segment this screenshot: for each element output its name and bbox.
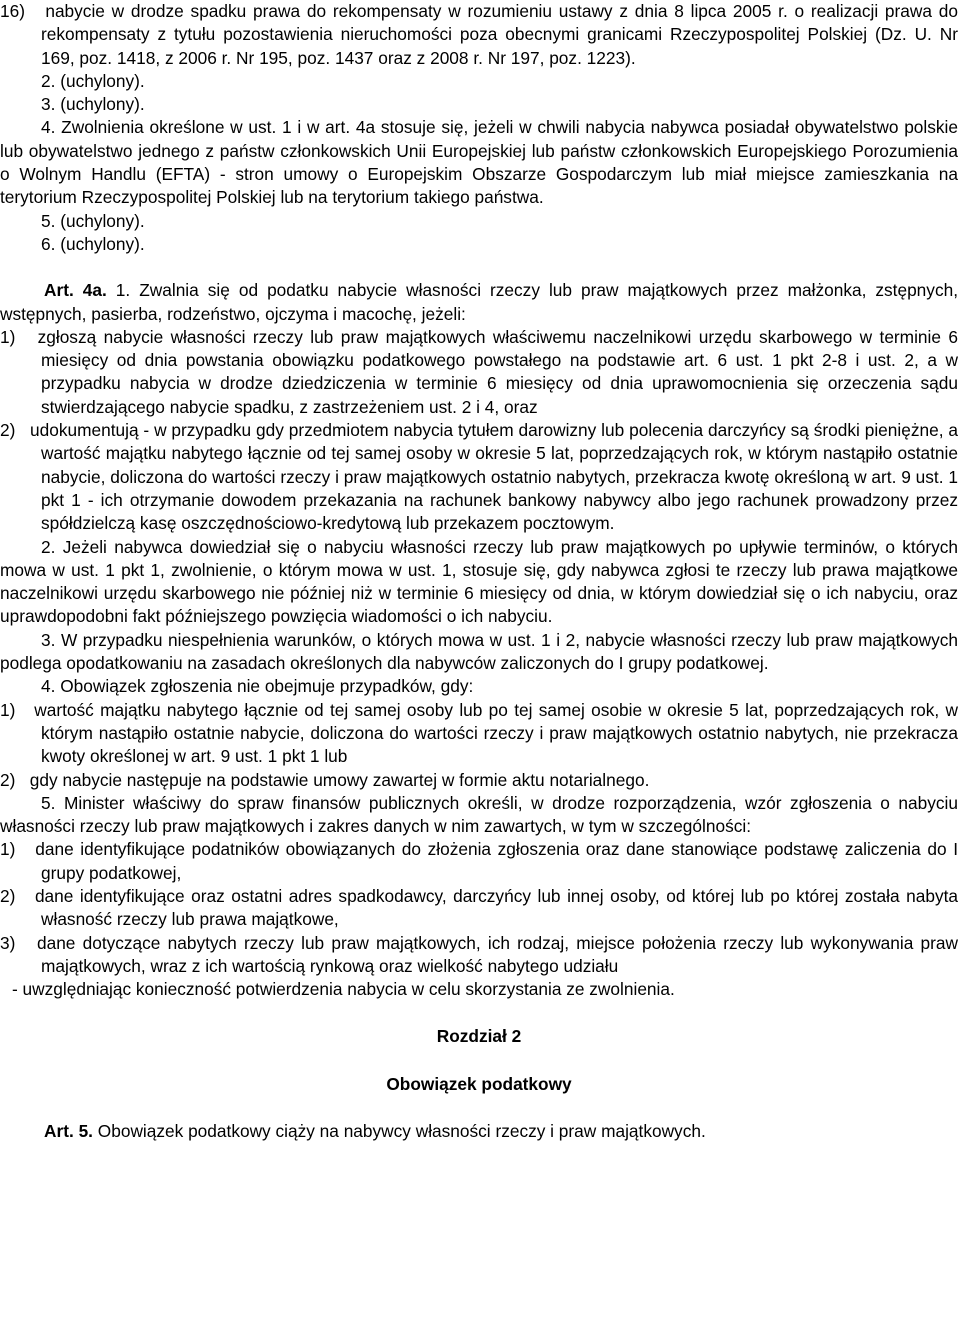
chapter-title: Rozdział 2 (436, 1026, 522, 1047)
item-text: dane dotyczące nabytych rzeczy lub praw majątkowych, ich rodzaj, miejsce położenia rzeczy lub wykonywania praw majątkowych, wraz z ich wartością rynkową oraz wielkość nabytego udziału (36, 932, 959, 976)
article-5 (0, 1120, 958, 1143)
item-text: nabycie w drodze spadku prawa do rekompensaty w rozumieniu ustawy z dnia 8 lipca 2005 r. o realizacji prawa do rekompensaty z tytułu pozostawienia nieruchomości poza obecnymi granicami Rzeczypospolitej Polskiej (Dz. U. Nr 169, poz. 1418, z 2006 r. Nr 195, poz. 1437 oraz z 2008 r. Nr 197, poz. 1223). (41, 1, 959, 68)
art4a-paragraph-2: 2. Jeżeli nabywca dowiedział się o nabyciu własności rzeczy lub praw majątkowych po upływie terminów, o których mowa w ust. 1 pkt 1, zwolnienie, o którym mowa w ust. 1, stosuje się, gdy nabywca zgłosi te rzeczy lub prawa majątkowe naczelnikowi urzędu skarbowego nie później niż w terminie 6 miesięcy od dnia, w którym dowiedział się o ich nabyciu, oraz uprawdopodobni fakt późniejszego powzięcia wiadomości o ich nabyciu. (0, 536, 958, 627)
item-number: 16) (0, 1, 25, 21)
art4a-item-2 (0, 419, 958, 535)
art4a-p5-item-3 (0, 932, 958, 979)
art4a-closing: - uwzględniając konieczność potwierdzenia nabycia w celu skorzystania ze zwolnienia. (12, 979, 675, 1000)
paragraph-3: 3. (uchylony). (41, 94, 145, 115)
item-number: 2) (0, 420, 16, 441)
item-number: 3) (0, 932, 16, 953)
item-number: 1) (0, 326, 16, 347)
item-number: 1) (0, 839, 16, 860)
article-intro-text: 1. Zwalnia się od podatku nabycie własności rzeczy lub praw majątkowych przez małżonka, zstępnych, wstępnych, pasierba, rodzeństwo, ojczyma i macochę, jeżeli: (0, 280, 958, 324)
item-number: 2) (0, 885, 16, 906)
art4a-paragraph-4: 4. Obowiązek zgłoszenia nie obejmuje przypadków, gdy: (41, 676, 474, 697)
chapter-subtitle: Obowiązek podatkowy (386, 1073, 572, 1094)
art4a-paragraph-3: 3. W przypadku niespełnienia warunków, o których mowa w ust. 1 i 2, nabycie własności rzeczy lub praw majątkowych podlega opodatkowaniu na zasadach określonych dla nabywców zaliczonych do I grupy podatkowej. (0, 629, 958, 674)
paragraph-6: 6. (uchylony). (41, 233, 145, 254)
art4a-p4-item-2 (0, 769, 958, 792)
article-4a-intro (0, 279, 958, 326)
item-text: dane identyfikujące podatników obowiązanych do złożenia zgłoszenia oraz dane stanowiące podstawę zaliczenia do I grupy podatkowej, (35, 839, 959, 883)
article-label: Art. 4a. (44, 280, 107, 301)
item-text: gdy nabycie następuje na podstawie umowy zawartej w formie aktu notarialnego. (29, 769, 650, 790)
item-16 (0, 0, 958, 70)
art4a-p5-item-1 (0, 838, 958, 885)
art4a-paragraph-5: 5. Minister właściwy do spraw finansów publicznych określi, w drodze rozporządzenia, wzór zgłoszenia o nabyciu własności rzeczy lub praw majątkowych i zakres danych w nim zawartych, w tym w szczególności: (0, 792, 958, 837)
article-label: Art. 5. (44, 1121, 93, 1142)
item-number: 1) (0, 699, 16, 720)
article-text: Obowiązek podatkowy ciąży na nabywcy własności rzeczy i praw majątkowych. (92, 1121, 706, 1142)
art4a-p4-item-1 (0, 699, 958, 769)
art4a-item-1 (0, 326, 958, 419)
item-text: wartość majątku nabytego łącznie od tej samej osoby lub po tej samej osobie w okresie 5 lat, poprzedzających rok, w którym nastąpiło ostatnie nabycie, doliczona do wartości rzeczy i praw majątkowych ostatnio nabytych, nie przekracza kwoty określonej w art. 9 ust. 1 pkt 1 lub (34, 699, 958, 767)
item-text: zgłoszą nabycie własności rzeczy lub praw majątkowych właściwemu naczelnikowi urzędu skarbowego w terminie 6 miesięcy od dnia powstania obowiązku podatkowego powstałego na podstawie art. 6 ust. 1 pkt 2-8 i ust. 2, a w przypadku nabycia w drodze dziedziczenia w terminie 6 miesięcy od dnia uprawomocnienia się orzeczenia sądu stwierdzającego nabycie spadku, z zastrzeżeniem ust. 2 i 4, oraz (37, 326, 958, 417)
art4a-p5-item-2 (0, 885, 958, 932)
paragraph-5: 5. (uchylony). (41, 210, 145, 231)
paragraph-2: 2. (uchylony). (41, 70, 145, 91)
item-number: 2) (0, 769, 16, 790)
item-text: dane identyfikujące oraz ostatni adres spadkodawcy, darczyńcy lub innej osoby, od której lub po której została nabyta własność rzeczy lub prawa majątkowe, (34, 885, 959, 930)
item-text: udokumentują - w przypadku gdy przedmiotem nabycia tytułem darowizny lub polecenia darczyńcy są środki pieniężne, a wartość majątku nabytego łącznie od tej samej osoby w okresie 5 lat, poprzedzających rok, w którym nastąpiło ostatnie nabycie, doliczona do wartości rzeczy i praw majątkowych ostatnio nabytych, przekracza kwotę określoną w art. 9 ust. 1 pkt 1 - ich otrzymanie dowodem przekazania na rachunek bankowy nabywcy albo jego rachunek prowadzony przez spółdzielczą kasę oszczędnościowo-kredytową lub przekazem pocztowym. (30, 420, 958, 534)
paragraph-4: 4. Zwolnienia określone w ust. 1 i w art. 4a stosuje się, jeżeli w chwili nabycia nabywca posiadał obywatelstwo polskie lub obywatelstwo jednego z państw członkowskich Unii Europejskiej lub państw członkowskich Europejskiego Porozumienia o Wolnym Handlu (EFTA) - stron umowy o Europejskim Obszarze Gospodarczym lub miał miejsce zamieszkania na terytorium Rzeczypospolitej Polskiej lub na terytorium takiego państwa. (0, 117, 958, 208)
